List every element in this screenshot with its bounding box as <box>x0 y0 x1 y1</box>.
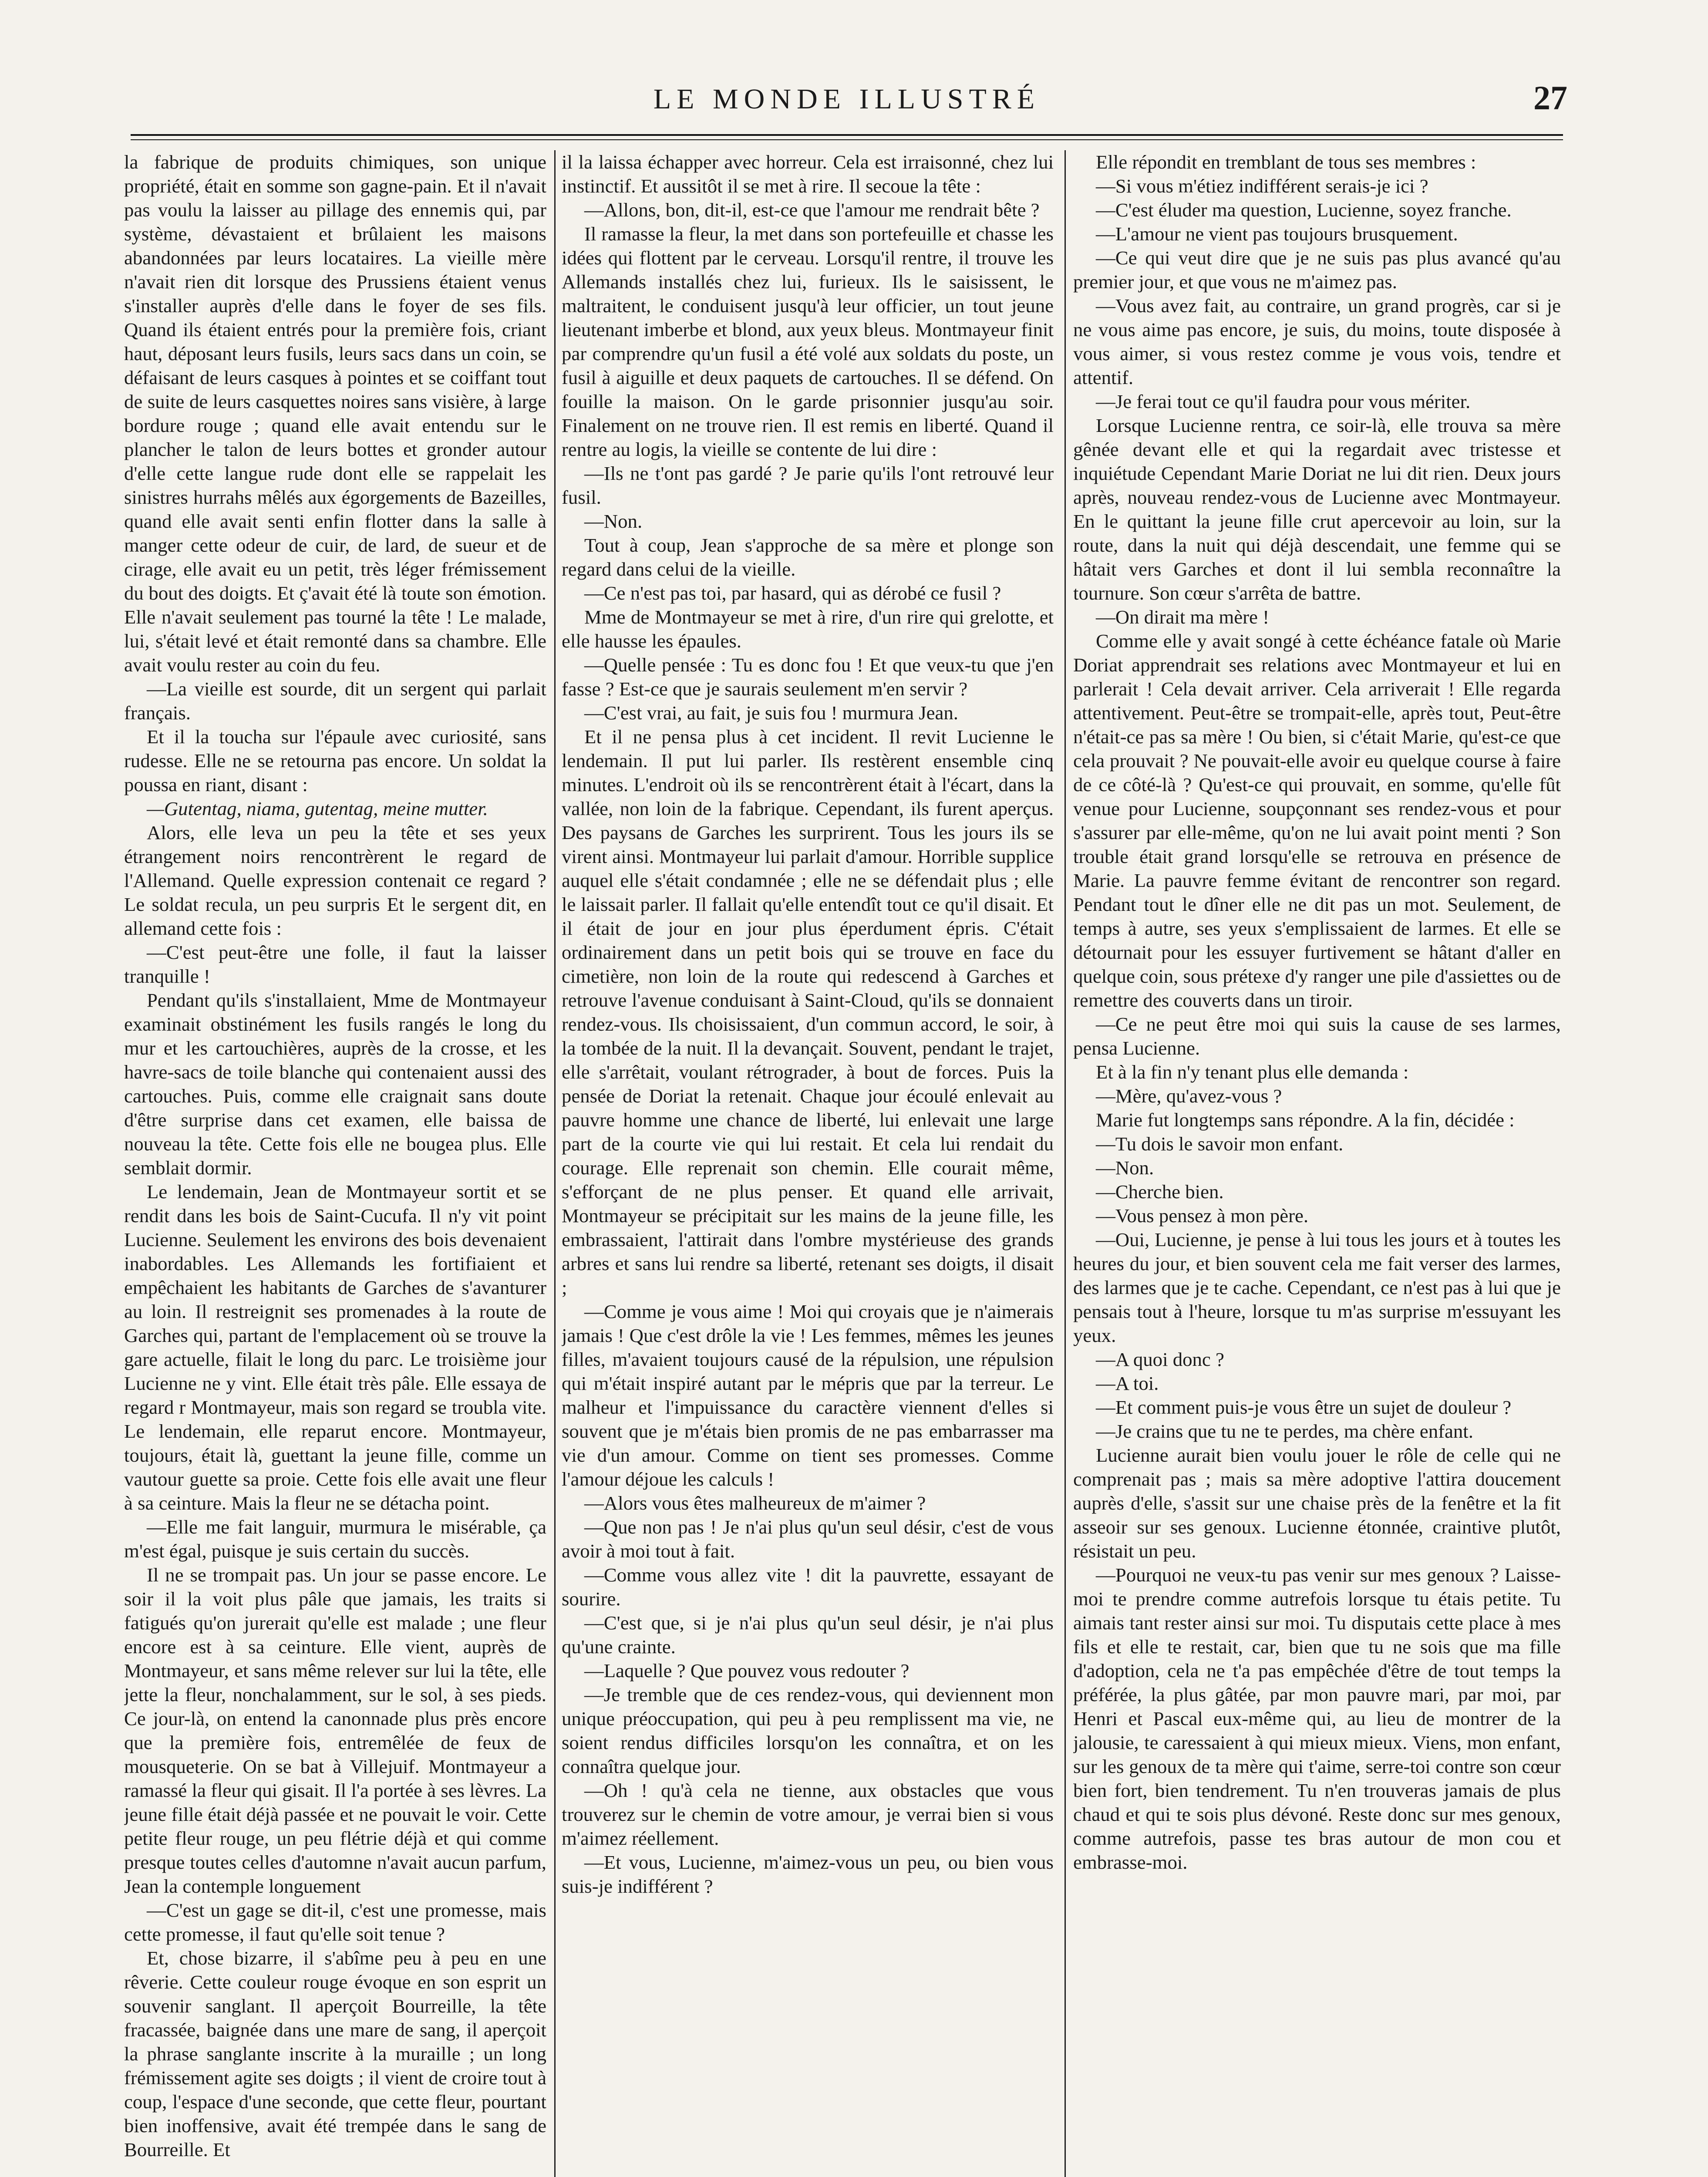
article-paragraph: —On dirait ma mère ! <box>1096 606 1270 628</box>
text-column-2 <box>562 150 1054 2177</box>
article-paragraph: —C'est vrai, au fait, je suis fou ! murmura Jean. <box>584 702 958 724</box>
article-paragraph: Le lendemain, Jean de Montmayeur sortit et se rendit dans les bois de Saint-Cucufa. Il n'y vit point Lucienne. Seulement les environs des bois devenaient inabordables. Les Allemands les fortifiaient et empêchaient les habitants de Garches de s'avanturer au loin. Il restreignit ses promenades à la route de Garches qui, partant de l'emplacement où se trouve la gare actuelle, filait le long du parc. Le troisième jour Lucienne ne y vint. Elle était très pâle. Elle essaya de regard r Montmayeur, mais son regard se troubla vite. Le lendemain, elle reparut encore. Montmayeur, toujours, était là, guettant la jeune fille, comme un vautour guette sa proie. Cette fois elle avait une fleur à sa ceinture. Mais la fleur ne se détacha point. <box>124 1181 546 1514</box>
article-paragraph: —Non. <box>584 510 643 532</box>
article-paragraph: —Gutentag, niama, gutentag, meine mutter. <box>147 798 488 819</box>
article-paragraph: Et il la toucha sur l'épaule avec curiosité, sans rudesse. Elle ne se retourna pas encore. Un soldat la poussa en riant, disant : <box>124 726 546 795</box>
article-paragraph: —Mère, qu'avez-vous ? <box>1096 1085 1282 1107</box>
article-paragraph: —Oui, Lucienne, je pense à lui tous les jours et à toutes les heures du jour, et bien souvent cela me fait verser des larmes, des larmes que je te cache. Cependant, ce n'est pas à lui que je pensais tout à l'heure, lorsque tu m'as surprise m'essuyant les yeux. <box>1073 1229 1561 1346</box>
article-paragraph: Et, chose bizarre, il s'abîme peu à peu en une rêverie. Cette couleur rouge évoque en son esprit un souvenir sanglant. Il aperçoit Bourreille, la tête fracassée, baignée dans une mare de sang, il aperçoit la phrase sanglante inscrite à la muraille ; un long frémissement agite ses doigts ; il vient de croire tout à coup, l'espace d'une seconde, que cette fleur, pourtant bien inoffensive, avait été trempée dans le sang de Bourreille. Et <box>124 1947 546 2160</box>
article-paragraph: —Comme je vous aime ! Moi qui croyais que je n'aimerais jamais ! Que c'est drôle la vie ! Les femmes, mêmes les jeunes filles, m'avaient toujours causé de la répulsion, une répulsion qui m'était inspiré autant par le mépris que par la terreur. Le malheur et l'impuissance du caractère viennent d'elles si souvent que je m'étais bien promis de ne pas embarrasser ma vie d'un amour. Comme on tient ses promesses. Comme l'amour déjoue les calculs ! <box>562 1301 1054 1490</box>
article-paragraph: il la laissa échapper avec horreur. Cela est irraisonné, chez lui instinctif. Et aussitôt il se met à rire. Il secoue la tête : <box>562 151 1054 197</box>
article-paragraph: —C'est éluder ma question, Lucienne, soyez franche. <box>1096 199 1512 221</box>
article-paragraph: Marie fut longtemps sans répondre. A la fin, décidée : <box>1096 1109 1515 1131</box>
article-paragraph: Lorsque Lucienne rentra, ce soir-là, elle trouva sa mère gênée devant elle et qui la regardait avec tristesse et inquiétude Cependant Marie Doriat ne lui dit rien. Deux jours après, nouveau rendez-vous de Lucienne avec Montmayeur. En le quittant la jeune fille crut apercevoir au loin, sur la route, dans la nuit qui déjà descendait, une femme qui se hâtait vers Garches et dont il lui sembla reconnaître la tournure. Son cœur s'arrêta de battre. <box>1073 415 1561 604</box>
article-paragraph: —Je crains que tu ne te perdes, ma chère enfant. <box>1096 1420 1473 1442</box>
article-paragraph: —C'est que, si je n'ai plus qu'un seul désir, je n'ai plus qu'une crainte. <box>562 1612 1054 1658</box>
article-paragraph: —Ce qui veut dire que je ne suis pas plus avancé qu'au premier jour, et que vous ne m'aimez pas. <box>1073 247 1561 293</box>
column-divider <box>554 150 556 2177</box>
article-paragraph: Il ne se trompait pas. Un jour se passe encore. Le soir il la voit plus pâle que jamais, les traits si fatigués qu'on jurerait qu'elle est malade ; une fleur encore est à sa ceinture. Elle vient, auprès de Montmayeur, et sans même relever sur lui la tête, elle jette la fleur, nonchalamment, sur le sol, à ses pieds. Ce jour-là, on entend la canonnade plus près encore que la première fois, entremêlée de feux de mousqueterie. On se bat à Villejuif. Montmayeur a ramassé la fleur qui gisait. Il l'a portée à ses lèvres. La jeune fille était déjà passée et ne pouvait le voir. Cette petite fleur rouge, un peu flétrie déjà et qui comme presque toutes celles d'automne n'avait aucun parfum, Jean la contemple longuement <box>124 1564 546 1897</box>
article-paragraph: —Vous pensez à mon père. <box>1096 1205 1309 1227</box>
article-paragraph: la fabrique de produits chimiques, son unique propriété, était en somme son gagne-pain. Et il n'avait pas voulu la laisser au pillage des ennemis qui, par système, dévastaient et brûlaient les maisons abandonnées par leurs locataires. La vieille mère n'avait rien dit lorsque des Prussiens étaient venus s'installer auprès d'elle dans le foyer de ses fils. Quand ils étaient entrés pour la première fois, criant haut, déposant leurs fusils, leurs sacs dans un coin, se défaisant de leurs casques à pointes et se coiffant tout de suite de leurs casquettes noires sans visière, à large bordure rouge ; quand elle avait entendu sur le plancher le talon de leurs bottes et gronder autour d'elle cette langue rude dont elle se rappelait les sinistres hurrahs mêlés aux égorgements de Bazeilles, quand elle avait senti enfin flotter dans la salle à manger cette odeur de cuir, de lard, de sueur et de cirage, elle avait eu un petit, très léger frémissement du bout des doigts. Et ç'avait été là toute son émotion. Elle n'avait seulement pas tourné la tête ! Le malade, lui, s'était levé et était remonté dans sa chambre. Elle avait voulu rester au coin du feu. <box>124 151 546 676</box>
article-paragraph: —Ce ne peut être moi qui suis la cause de ses larmes, pensa Lucienne. <box>1073 1013 1561 1059</box>
article-paragraph: —Comme vous allez vite ! dit la pauvrette, essayant de sourire. <box>562 1564 1054 1610</box>
article-paragraph: —Elle me fait languir, murmura le misérable, ça m'est égal, puisque je suis certain du succès. <box>124 1516 546 1562</box>
article-paragraph: Et à la fin n'y tenant plus elle demanda : <box>1096 1061 1409 1083</box>
article-paragraph: —Pourquoi ne veux-tu pas venir sur mes genoux ? Laisse-moi te prendre comme autrefois lorsque tu étais petite. Tu aimais tant rester ainsi sur moi. Tu disputais cette place à mes fils et elle te restait, car, bien que tu ne sois que ma fille d'adoption, cela ne t'a pas empêchée d'être de tout temps la préférée, la plus gâtée, par mon pauvre mari, par moi, par Henri et Pascal eux-même qui, au lieu de montrer de la jalousie, te caressaient à qui mieux mieux. Viens, mon enfant, sur les genoux de ta mère qui t'aime, serre-toi contre son cœur bien fort, bien tendrement. Tu n'en trouveras jamais de plus chaud et qui te sois plus dévoné. Reste donc sur mes genoux, comme autrefois, passe tes bras autour de mon cou et embrasse-moi. <box>1073 1564 1561 1873</box>
article-paragraph: —Je ferai tout ce qu'il faudra pour vous mériter. <box>1096 391 1471 412</box>
article-paragraph: Il ramasse la fleur, la met dans son portefeuille et chasse les idées qui flottent par le cerveau. Lorsqu'il rentre, il trouve les Allemands installés chez lui, furieux. Ils le saisissent, le maltraitent, le conduisent jusqu'à leur officier, un tout jeune lieutenant imberbe et blond, aux yeux bleus. Montmayeur finit par comprendre qu'un fusil a été volé aux soldats du poste, un fusil à aiguille et deux paquets de cartouches. Il se défend. On fouille la maison. On le garde prisonnier jusqu'au soir. Finalement on ne trouve rien. Il est remis en liberté. Quand il rentre au logis, la vieille se contente de lui dire : <box>562 223 1054 460</box>
article-paragraph: —Et comment puis-je vous être un sujet de douleur ? <box>1096 1396 1512 1418</box>
header-rule <box>131 134 1563 140</box>
article-paragraph: Alors, elle leva un peu la tête et ses yeux étrangement noirs rencontrèrent le regard de l'Allemand. Quelle expression contenait ce regard ? Le soldat recula, un peu surpris Et le sergent dit, en allemand cette fois : <box>124 822 546 939</box>
article-paragraph: —Quelle pensée : Tu es donc fou ! Et que veux-tu que j'en fasse ? Est-ce que je saurais seulement m'en servir ? <box>562 654 1054 700</box>
article-paragraph: —C'est un gage se dit-il, c'est une promesse, mais cette promesse, il faut qu'elle soit tenue ? <box>124 1899 546 1945</box>
article-paragraph: —Ils ne t'ont pas gardé ? Je parie qu'ils l'ont retrouvé leur fusil. <box>562 462 1054 508</box>
text-column-1 <box>124 150 546 2177</box>
article-paragraph: —Ce n'est pas toi, par hasard, qui as dérobé ce fusil ? <box>584 582 1001 604</box>
page-number: 27 <box>1533 79 1567 117</box>
article-paragraph: —A toi. <box>1096 1372 1159 1394</box>
article-paragraph: Comme elle y avait songé à cette échéance fatale où Marie Doriat apprendrait ses relations avec Montmayeur et lui en parlerait ! Cela devait arriver. Cela arriverait ! Elle regarda attentivement. Peut-être se trompait-elle, après tout, Peut-être n'était-ce pas sa mère ! Ou bien, si c'était Marie, qu'est-ce que cela prouvait ? Ne pouvait-elle avoir eu quelque course à faire de ce côté-là ? Qu'est-ce qui prouvait, en somme, qu'elle fût venue pour Lucienne, soupçonnant ses rendez-vous et pour s'assurer par elle-même, qu'on ne lui avait point menti ? Son trouble était grand lorsqu'elle se retrouva en présence de Marie. La pauvre femme évitant de rencontrer son regard. Pendant tout le dîner elle ne dit pas un mot. Seulement, de temps à autre, ses yeux s'emplissaient de larmes. Et elle se détournait pour les essuyer furtivement se hâtant d'aller en quelque coin, sous prétexe d'y ranger une pile d'assiettes ou de remettre des couverts dans un tiroir. <box>1073 630 1561 1011</box>
article-paragraph: —Alors vous êtes malheureux de m'aimer ? <box>584 1492 926 1514</box>
article-paragraph: —Tu dois le savoir mon enfant. <box>1096 1133 1344 1155</box>
column-divider <box>1065 150 1066 2177</box>
article-paragraph: —Je tremble que de ces rendez-vous, qui deviennent mon unique préoccupation, qui peu à peu remplissent ma vie, ne soient rendus difficiles lorsqu'on les connaîtra, et on les connaîtra quelque jour. <box>562 1684 1054 1777</box>
article-paragraph: Et il ne pensa plus à cet incident. Il revit Lucienne le lendemain. Il put lui parler. Ils restèrent ensemble cinq minutes. L'endroit où ils se rencontrèrent était à l'écart, dans la vallée, non loin de la fabrique. Cependant, ils furent aperçus. Des paysans de Garches les surprirent. Tous les jours ils se virent ainsi. Montmayeur lui parlait d'amour. Horrible supplice auquel elle s'était condamnée ; elle ne se défendait plus ; elle le laissait parler. Il fallait qu'elle entendît tout ce qu'il disait. Et il était de jour en jour plus éperdument épris. C'était ordinairement dans un petit bois qui se trouve en face du cimetière, non loin de la route qui redescend à Garches et retrouve l'avenue conduisant à Saint-Cloud, qu'ils se donnaient rendez-vous. Ils choisissaient, d'un commun accord, le soir, à la tombée de la nuit. Il la devançait. Souvent, pendant le trajet, elle s'arrêtait, voulant rétrograder, à bout de forces. Puis la pensée de Doriat la retenait. Chaque jour écoulé enlevait au pauvre homme une chance de liberté, lui enlevait une large part de la courte vie qui lui restait. Et cela lui rendait du courage. Elle reprenait son chemin. Elle courait même, s'efforçant de ne plus penser. Et quand elle arrivait, Montmayeur se précipitait sur les mains de la jeune fille, les embrassaient, l'attirait dans l'ombre mystérieuse des grands arbres et sans lui rendre sa liberté, retenant ses doigts, il disait ; <box>562 726 1054 1298</box>
article-paragraph: —Que non pas ! Je n'ai plus qu'un seul désir, c'est de vous avoir à moi tout à fait. <box>562 1516 1054 1562</box>
article-paragraph: —L'amour ne vient pas toujours brusquement. <box>1096 223 1458 245</box>
article-paragraph: —Allons, bon, dit-il, est-ce que l'amour me rendrait bête ? <box>584 199 1040 221</box>
article-paragraph: —La vieille est sourde, dit un sergent qui parlait français. <box>124 678 546 724</box>
masthead-title: LE MONDE ILLUSTRÉ <box>653 83 1041 115</box>
article-paragraph: Tout à coup, Jean s'approche de sa mère et plonge son regard dans celui de la vieille. <box>562 534 1054 580</box>
article-paragraph: —Et vous, Lucienne, m'aimez-vous un peu, ou bien vous suis-je indifférent ? <box>562 1851 1054 1897</box>
article-paragraph: Elle répondit en tremblant de tous ses membres : <box>1096 151 1476 173</box>
article-paragraph: —C'est peut-être une folle, il faut la laisser tranquille ! <box>124 941 546 987</box>
article-paragraph: —Laquelle ? Que pouvez vous redouter ? <box>584 1660 910 1682</box>
article-paragraph: —Si vous m'étiez indifférent serais-je ici ? <box>1096 175 1428 197</box>
article-paragraph: Mme de Montmayeur se met à rire, d'un rire qui grelotte, et elle hausse les épaules. <box>562 606 1054 652</box>
article-paragraph: Pendant qu'ils s'installaient, Mme de Montmayeur examinait obstinément les fusils rangés le long du mur et les cartouchières, auprès de la crosse, et les havre-sacs de toile blanche qui contenaient aussi des cartouches. Puis, comme elle craignait sans doute d'être surprise dans cet examen, elle baissa de nouveau la tête. Cette fois elle ne bougea plus. Elle semblait dormir. <box>124 989 546 1179</box>
article-paragraph: —Cherche bien. <box>1096 1181 1224 1203</box>
article-paragraph: —Vous avez fait, au contraire, un grand progrès, car si je ne vous aime pas encore, je suis, du moins, toute disposée à vous aimer, si vous restez comme je vous vois, tendre et attentif. <box>1073 295 1561 388</box>
article-paragraph: —Non. <box>1096 1157 1154 1179</box>
article-paragraph: Lucienne aurait bien voulu jouer le rôle de celle qui ne comprenait pas ; mais sa mère adoptive l'attira doucement auprès d'elle, s'assit sur une chaise près de la fenêtre et la fit asseoir sur ses genoux. Lucienne étonnée, craintive plutôt, résistait un peu. <box>1073 1444 1561 1562</box>
article-paragraph: —Oh ! qu'à cela ne tienne, aux obstacles que vous trouverez sur le chemin de votre amour, je verrai bien si vous m'aimez réellement. <box>562 1779 1054 1849</box>
text-column-3 <box>1073 150 1561 2177</box>
article-paragraph: —A quoi donc ? <box>1096 1348 1224 1370</box>
